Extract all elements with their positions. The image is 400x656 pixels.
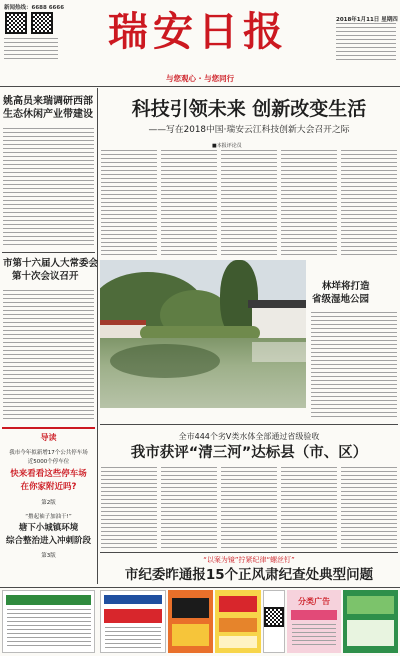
issue-date: 2018年1月11日 星期四 <box>336 17 398 23</box>
masthead-divider <box>0 86 400 87</box>
newspaper-slogan: 与您观心 · 与您同行 <box>166 74 235 83</box>
body-text-block <box>161 150 217 256</box>
story-kicker: “以案为镜”拧紧纪律“螺丝钉” <box>203 556 295 564</box>
ad-banner <box>219 596 257 612</box>
body-text-block <box>281 467 337 548</box>
body-text-block <box>161 467 217 548</box>
ad-banner <box>172 598 209 618</box>
masthead-info-text <box>4 38 58 62</box>
ad-divider <box>0 587 400 588</box>
body-text-block <box>341 150 397 256</box>
qr-code-icon <box>264 607 284 627</box>
ad-banner <box>291 610 337 620</box>
body-text-block <box>101 150 157 256</box>
body-text-block <box>341 467 397 548</box>
masthead <box>0 0 400 86</box>
story-headline: 市第十六届人大常委会 <box>3 258 99 269</box>
story-headline: 第十次会议召开 <box>12 271 79 282</box>
body-text-block <box>281 150 337 256</box>
ad-classified-label: 分类广告 <box>298 597 330 606</box>
guide-page-ref: 第3版 <box>41 553 56 559</box>
guide-headline: 在你家附近吗? <box>20 482 77 492</box>
ad-text <box>105 627 161 649</box>
ad-green <box>343 590 398 653</box>
guide-headline: 塘下小城镇环境 <box>18 523 79 533</box>
body-text-block <box>221 467 277 548</box>
tree-reflection <box>110 344 220 378</box>
body-text-block <box>3 128 94 248</box>
story-divider <box>2 252 95 253</box>
ad-left <box>2 590 95 653</box>
wetland-photo <box>100 260 306 408</box>
ad-bank <box>100 590 166 653</box>
guide-headline: 综合整治进入冲刺阶段 <box>5 536 91 546</box>
lead-headline: 科技引领未来 创新改变生活 <box>131 98 367 120</box>
body-text-block <box>311 312 397 418</box>
guide-kicker: 我市今年拟新增17个公共停车场 <box>9 450 88 456</box>
guide-page-ref: 第2版 <box>41 500 56 506</box>
ad-banner <box>104 609 162 623</box>
ad-yellow <box>215 590 261 653</box>
story-kicker: 全市444个劣Ⅴ类水体全部通过省级验收 <box>178 432 320 441</box>
ad-orange <box>168 590 213 653</box>
body-text-block <box>101 467 157 548</box>
issue-info-text <box>336 23 396 61</box>
building-reflection <box>252 342 306 362</box>
ad-banner <box>6 595 91 605</box>
lead-byline: ■本报评论员 <box>212 143 242 149</box>
story-divider <box>100 552 398 553</box>
ad-classified <box>287 590 341 653</box>
ad-banner <box>347 620 394 646</box>
ad-qr <box>263 590 285 653</box>
story-headline: 我市获评“清三河”达标县（市、区） <box>130 445 368 461</box>
newspaper-title: 瑞安日报 <box>108 8 288 55</box>
building-roof <box>248 300 306 308</box>
guide-kicker: “撸起袖子加油干!” <box>25 514 72 520</box>
ad-text <box>292 624 336 648</box>
news-hotline: 新闻热线：6688 6666 <box>4 5 65 11</box>
left-column-divider <box>97 88 98 584</box>
ad-banner <box>172 624 209 646</box>
lead-subhead: ——写在2018中国·瑞安云江科技创新大会召开之际 <box>148 125 350 135</box>
body-text-block <box>221 150 277 256</box>
ad-logo <box>104 595 162 604</box>
story-headline: 市纪委昨通报15个正风肃纪查处典型问题 <box>124 567 374 583</box>
qr-code-icon <box>5 12 27 34</box>
white-building <box>252 306 306 338</box>
photo-caption: 省级湿地公园 <box>312 294 370 305</box>
guide-title: 导读 <box>40 433 57 442</box>
guide-headline: 快来看看这些停车场 <box>10 469 87 479</box>
story-headline: 姚高员来瑞调研西部 <box>3 96 93 107</box>
guide-kicker: 近5000个停车位 <box>27 459 70 465</box>
ad-banner <box>219 618 257 632</box>
body-text-block <box>3 290 94 420</box>
story-headline: 生态休闲产业带建设 <box>3 109 93 120</box>
ad-text <box>7 609 91 649</box>
story-divider <box>100 424 398 425</box>
photo-caption: 林垟将打造 <box>322 281 370 292</box>
ad-banner <box>219 636 257 648</box>
ad-banner <box>347 596 394 614</box>
qr-code-icon <box>31 12 53 34</box>
